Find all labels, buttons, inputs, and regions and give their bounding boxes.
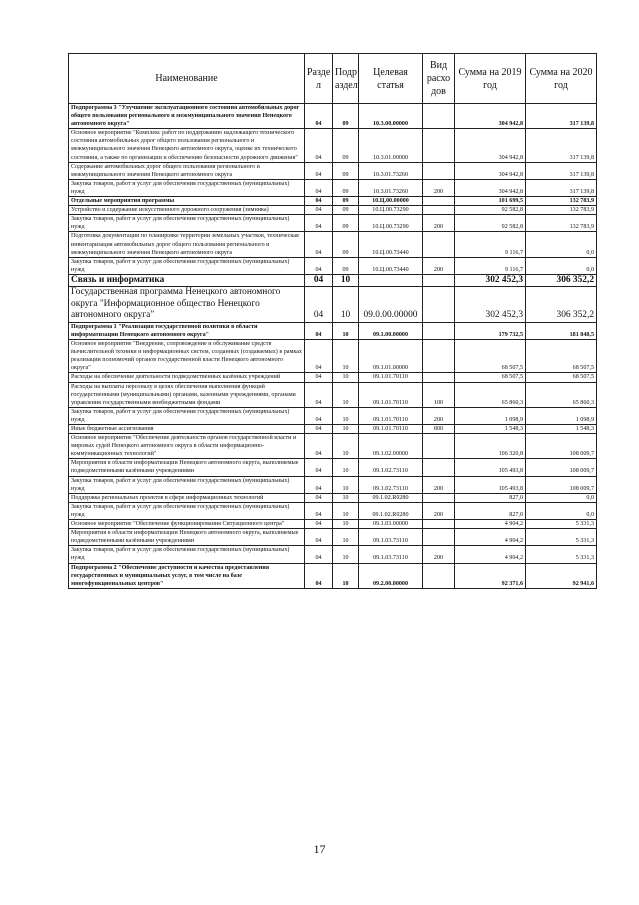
table-row bbox=[69, 206, 597, 215]
row-name: Закупка товаров, работ и услуг для обеспечения государственных (муниципальных) нужд bbox=[69, 476, 305, 493]
table-row bbox=[69, 382, 597, 407]
table-row bbox=[69, 215, 597, 232]
row-sum-2019: 304 942,8 bbox=[455, 162, 526, 179]
table-row bbox=[69, 563, 597, 588]
row-target: 10.Ц.00.73290 bbox=[359, 206, 423, 215]
row-podrazdel: 09 bbox=[333, 215, 359, 232]
table-row bbox=[69, 179, 597, 196]
row-sum-2020: 317 139,8 bbox=[526, 129, 597, 162]
row-vid bbox=[423, 162, 455, 179]
row-sum-2020: 317 139,8 bbox=[526, 104, 597, 129]
row-sum-2020: 68 507,5 bbox=[526, 373, 597, 382]
row-sum-2019: 105 493,8 bbox=[455, 459, 526, 476]
row-vid: 200 bbox=[423, 546, 455, 563]
row-name: Основное мероприятие "Обеспечение деятельности органов государственной власти и мировых судей Ненецкого автономного округа в области информационно-коммуникационных технологий" bbox=[69, 434, 305, 459]
table-row bbox=[69, 502, 597, 519]
row-razdel: 04 bbox=[305, 257, 333, 274]
row-podrazdel: 10 bbox=[333, 340, 359, 373]
row-vid bbox=[423, 434, 455, 459]
table-body bbox=[69, 104, 597, 589]
row-razdel: 04 bbox=[305, 162, 333, 179]
row-razdel: 04 bbox=[305, 373, 333, 382]
row-razdel: 04 bbox=[305, 476, 333, 493]
row-vid: 200 bbox=[423, 257, 455, 274]
row-vid bbox=[423, 340, 455, 373]
table-row bbox=[69, 425, 597, 434]
header-razdel: Разде л bbox=[305, 54, 333, 104]
row-target: 09.1.02.00000 bbox=[359, 434, 423, 459]
row-target: 09.1.01.70110 bbox=[359, 382, 423, 407]
row-sum-2019: 9 116,7 bbox=[455, 232, 526, 257]
row-sum-2020: 132 783,9 bbox=[526, 215, 597, 232]
row-podrazdel: 10 bbox=[333, 434, 359, 459]
table-row bbox=[69, 104, 597, 129]
row-sum-2020: 0,0 bbox=[526, 257, 597, 274]
row-target: 09.0.00.00000 bbox=[359, 287, 423, 323]
row-name: Расходы на обеспечение деятельности подведомственных казённых учреждений bbox=[69, 373, 305, 382]
row-podrazdel: 10 bbox=[333, 373, 359, 382]
row-target: 09.1.02.73110 bbox=[359, 459, 423, 476]
row-razdel: 04 bbox=[305, 215, 333, 232]
row-sum-2019: 101 699,5 bbox=[455, 197, 526, 206]
row-target: 09.1.03.73110 bbox=[359, 529, 423, 546]
row-podrazdel: 10 bbox=[333, 382, 359, 407]
row-podrazdel: 10 bbox=[333, 563, 359, 588]
row-vid bbox=[423, 520, 455, 529]
row-vid bbox=[423, 274, 455, 287]
row-podrazdel: 10 bbox=[333, 476, 359, 493]
row-sum-2019: 68 507,5 bbox=[455, 340, 526, 373]
row-sum-2019: 827,0 bbox=[455, 493, 526, 502]
row-vid: 100 bbox=[423, 382, 455, 407]
row-sum-2020: 306 352,2 bbox=[526, 274, 597, 287]
row-vid bbox=[423, 197, 455, 206]
table-row bbox=[69, 232, 597, 257]
table-row bbox=[69, 287, 597, 323]
row-vid bbox=[423, 529, 455, 546]
row-podrazdel: 10 bbox=[333, 322, 359, 339]
row-target: 10.3.00.00000 bbox=[359, 104, 423, 129]
row-target: 10.Ц.00.73440 bbox=[359, 257, 423, 274]
row-sum-2020: 5 331,3 bbox=[526, 546, 597, 563]
row-sum-2020: 108 009,7 bbox=[526, 434, 597, 459]
row-razdel: 04 bbox=[305, 407, 333, 424]
header-sum-2019: Сумма на 2019 год bbox=[455, 54, 526, 104]
row-name: Мероприятия в области информатизации Ненецкого автономного округа, выполняемые подведомственными казёнными учреждениями bbox=[69, 529, 305, 546]
table-row bbox=[69, 322, 597, 339]
row-sum-2019: 4 904,2 bbox=[455, 546, 526, 563]
row-sum-2019: 4 904,2 bbox=[455, 520, 526, 529]
row-sum-2020: 306 352,2 bbox=[526, 287, 597, 323]
row-sum-2019: 1 548,3 bbox=[455, 425, 526, 434]
row-razdel: 04 bbox=[305, 232, 333, 257]
row-target: 09.2.00.00000 bbox=[359, 563, 423, 588]
row-podrazdel: 09 bbox=[333, 257, 359, 274]
row-sum-2020: 1 548,3 bbox=[526, 425, 597, 434]
row-razdel: 04 bbox=[305, 382, 333, 407]
row-sum-2019: 105 493,8 bbox=[455, 476, 526, 493]
row-name: Основное мероприятие "Внедрение, сопровождение и обслуживание средств вычислительной техники и информационных систем, созданных (создаваемых) в рамках реализации полномочий органов государственной власти Ненецкого автономного округа" bbox=[69, 340, 305, 373]
row-name: Подпрограмма 2 "Обеспечение доступности и качества предоставления государственных и муниципальных услуг, в том числе на базе многофункциональных центров" bbox=[69, 563, 305, 588]
row-sum-2019: 1 098,9 bbox=[455, 407, 526, 424]
row-name: Устройство и содержание искусственного дорожного сооружения (зимника) bbox=[69, 206, 305, 215]
row-razdel: 04 bbox=[305, 493, 333, 502]
table-row bbox=[69, 520, 597, 529]
row-sum-2019: 179 732,5 bbox=[455, 322, 526, 339]
row-vid bbox=[423, 322, 455, 339]
row-vid bbox=[423, 129, 455, 162]
row-name: Закупка товаров, работ и услуг для обеспечения государственных (муниципальных) нужд bbox=[69, 546, 305, 563]
row-target: 10.Ц.00.73290 bbox=[359, 215, 423, 232]
table-row bbox=[69, 529, 597, 546]
row-sum-2019: 68 507,5 bbox=[455, 373, 526, 382]
row-podrazdel: 10 bbox=[333, 274, 359, 287]
row-sum-2020: 5 331,3 bbox=[526, 529, 597, 546]
row-razdel: 04 bbox=[305, 425, 333, 434]
row-target: 09.1.02.R0280 bbox=[359, 493, 423, 502]
row-sum-2020: 65 860,3 bbox=[526, 382, 597, 407]
row-name: Мероприятия в области информатизации Ненецкого автономного округа, выполняемые подведомственными казёнными учреждениями bbox=[69, 459, 305, 476]
row-sum-2019: 302 452,3 bbox=[455, 287, 526, 323]
row-sum-2020: 181 848,5 bbox=[526, 322, 597, 339]
row-target: 09.1.01.00000 bbox=[359, 340, 423, 373]
row-sum-2019: 827,0 bbox=[455, 502, 526, 519]
row-name: Закупка товаров, работ и услуг для обеспечения государственных (муниципальных) нужд bbox=[69, 407, 305, 424]
table-row bbox=[69, 434, 597, 459]
row-podrazdel: 10 bbox=[333, 546, 359, 563]
row-razdel: 04 bbox=[305, 340, 333, 373]
table-row bbox=[69, 476, 597, 493]
row-name: Расходы на выплаты персоналу в целях обеспечения выполнения функций государственными (муниципальными) органами, казенными учреждениями, органами управления государственными внебюджетными фондами bbox=[69, 382, 305, 407]
row-sum-2020: 0,0 bbox=[526, 493, 597, 502]
row-vid: 200 bbox=[423, 407, 455, 424]
row-sum-2020: 108 009,7 bbox=[526, 459, 597, 476]
row-name: Содержание автомобильных дорог общего пользования регионального и межмуниципального значения Ненецкого автономного округа bbox=[69, 162, 305, 179]
row-sum-2019: 304 942,8 bbox=[455, 129, 526, 162]
row-sum-2019: 304 942,8 bbox=[455, 104, 526, 129]
row-razdel: 04 bbox=[305, 197, 333, 206]
row-podrazdel: 09 bbox=[333, 179, 359, 196]
row-name: Подготовка документации по планировке территории земельных участков, техническая инвентаризация автомобильных дорог общего пользования регионального и межмуниципального значения Ненецкого автономного округа bbox=[69, 232, 305, 257]
table-row bbox=[69, 197, 597, 206]
row-razdel: 04 bbox=[305, 129, 333, 162]
row-sum-2019: 302 452,3 bbox=[455, 274, 526, 287]
row-podrazdel: 10 bbox=[333, 407, 359, 424]
row-razdel: 04 bbox=[305, 104, 333, 129]
row-target: 10.Ц.00.73440 bbox=[359, 232, 423, 257]
row-target: 09.1.02.73110 bbox=[359, 476, 423, 493]
row-vid bbox=[423, 232, 455, 257]
row-podrazdel: 09 bbox=[333, 206, 359, 215]
row-target: 10.Ц.00.00000 bbox=[359, 197, 423, 206]
row-sum-2019: 92 582,8 bbox=[455, 215, 526, 232]
row-vid bbox=[423, 373, 455, 382]
budget-table bbox=[68, 53, 597, 589]
row-vid bbox=[423, 104, 455, 129]
row-podrazdel: 10 bbox=[333, 493, 359, 502]
row-razdel: 04 bbox=[305, 459, 333, 476]
row-sum-2019: 92 371,6 bbox=[455, 563, 526, 588]
row-vid: 200 bbox=[423, 476, 455, 493]
row-name: Подпрограмма 1 "Реализация государственной политики в области информатизации Ненецкого автономного округа" bbox=[69, 322, 305, 339]
row-podrazdel: 10 bbox=[333, 502, 359, 519]
row-sum-2020: 317 139,8 bbox=[526, 162, 597, 179]
row-podrazdel: 09 bbox=[333, 129, 359, 162]
row-podrazdel: 09 bbox=[333, 197, 359, 206]
row-razdel: 04 bbox=[305, 179, 333, 196]
row-vid bbox=[423, 563, 455, 588]
table-row bbox=[69, 493, 597, 502]
budget-table-container bbox=[68, 53, 596, 589]
row-sum-2019: 92 582,8 bbox=[455, 206, 526, 215]
row-target: 09.1.01.70110 bbox=[359, 373, 423, 382]
page-number: 17 bbox=[313, 842, 326, 856]
row-name: Закупка товаров, работ и услуг для обеспечения государственных (муниципальных) нужд bbox=[69, 257, 305, 274]
row-razdel: 04 bbox=[305, 287, 333, 323]
row-vid: 200 bbox=[423, 215, 455, 232]
row-sum-2019: 304 942,8 bbox=[455, 179, 526, 196]
row-vid bbox=[423, 206, 455, 215]
row-razdel: 04 bbox=[305, 434, 333, 459]
row-target: 09.1.01.70110 bbox=[359, 425, 423, 434]
row-razdel: 04 bbox=[305, 529, 333, 546]
row-vid bbox=[423, 459, 455, 476]
header-name: Наименование bbox=[69, 54, 305, 104]
row-target: 09.1.03.73110 bbox=[359, 546, 423, 563]
row-target: 10.3.01.00000 bbox=[359, 129, 423, 162]
row-name: Иные бюджетные ассигнования bbox=[69, 425, 305, 434]
row-podrazdel: 10 bbox=[333, 459, 359, 476]
row-sum-2020: 92 941,6 bbox=[526, 563, 597, 588]
row-razdel: 04 bbox=[305, 206, 333, 215]
row-razdel: 04 bbox=[305, 563, 333, 588]
row-sum-2020: 0,0 bbox=[526, 232, 597, 257]
table-row bbox=[69, 257, 597, 274]
row-sum-2020: 132 783,9 bbox=[526, 197, 597, 206]
row-target bbox=[359, 274, 423, 287]
row-sum-2020: 132 783,9 bbox=[526, 206, 597, 215]
row-name: Закупка товаров, работ и услуг для обеспечения государственных (муниципальных) нужд bbox=[69, 179, 305, 196]
row-name: Поддержка региональных проектов в сфере информационных технологий bbox=[69, 493, 305, 502]
table-row bbox=[69, 274, 597, 287]
row-target: 10.3.01.73260 bbox=[359, 162, 423, 179]
row-name: Отдельные мероприятия программы bbox=[69, 197, 305, 206]
table-header-row bbox=[69, 54, 597, 104]
row-vid bbox=[423, 493, 455, 502]
row-razdel: 04 bbox=[305, 322, 333, 339]
row-sum-2019: 106 320,8 bbox=[455, 434, 526, 459]
row-name: Государственная программа Ненецкого автономного округа "Информационное общество Ненецкого автономного округа" bbox=[69, 287, 305, 323]
row-vid: 200 bbox=[423, 179, 455, 196]
row-target: 10.3.01.73260 bbox=[359, 179, 423, 196]
row-podrazdel: 10 bbox=[333, 529, 359, 546]
row-vid bbox=[423, 287, 455, 323]
table-row bbox=[69, 407, 597, 424]
row-sum-2020: 317 139,8 bbox=[526, 179, 597, 196]
header-sum-2020: Сумма на 2020 год bbox=[526, 54, 597, 104]
row-podrazdel: 10 bbox=[333, 425, 359, 434]
row-razdel: 04 bbox=[305, 546, 333, 563]
table-row bbox=[69, 373, 597, 382]
row-podrazdel: 10 bbox=[333, 520, 359, 529]
table-row bbox=[69, 459, 597, 476]
row-razdel: 04 bbox=[305, 520, 333, 529]
row-target: 09.1.02.R0280 bbox=[359, 502, 423, 519]
table-row bbox=[69, 162, 597, 179]
row-podrazdel: 09 bbox=[333, 104, 359, 129]
row-name: Закупка товаров, работ и услуг для обеспечения государственных (муниципальных) нужд bbox=[69, 215, 305, 232]
row-target: 09.1.00.00000 bbox=[359, 322, 423, 339]
row-podrazdel: 09 bbox=[333, 162, 359, 179]
row-sum-2020: 68 507,5 bbox=[526, 340, 597, 373]
row-vid: 200 bbox=[423, 502, 455, 519]
row-sum-2020: 0,0 bbox=[526, 502, 597, 519]
row-sum-2020: 5 331,3 bbox=[526, 520, 597, 529]
header-target: Целевая статья bbox=[359, 54, 423, 104]
row-razdel: 04 bbox=[305, 502, 333, 519]
header-vid: Вид расхо дов bbox=[423, 54, 455, 104]
row-podrazdel: 09 bbox=[333, 232, 359, 257]
header-podrazdel: Подр аздел bbox=[333, 54, 359, 104]
table-row bbox=[69, 129, 597, 162]
row-name: Закупка товаров, работ и услуг для обеспечения государственных (муниципальных) нужд bbox=[69, 502, 305, 519]
row-vid: 800 bbox=[423, 425, 455, 434]
row-name: Связь и информатика bbox=[69, 274, 305, 287]
row-sum-2019: 4 904,2 bbox=[455, 529, 526, 546]
row-razdel: 04 bbox=[305, 274, 333, 287]
row-sum-2020: 108 009,7 bbox=[526, 476, 597, 493]
row-name: Основное мероприятие "Комплекс работ по поддержанию надлежащего технического состояния автомобильных дорог общего пользования регионального и межмуниципального значения Ненецкого автономного округа, оценке их технического состояния, а также по организации и обеспечению безопасности дорожного движения" bbox=[69, 129, 305, 162]
row-podrazdel: 10 bbox=[333, 287, 359, 323]
row-sum-2019: 9 116,7 bbox=[455, 257, 526, 274]
row-sum-2020: 1 098,9 bbox=[526, 407, 597, 424]
row-target: 09.1.03.00000 bbox=[359, 520, 423, 529]
row-name: Основное мероприятие "Обеспечение функционирования Ситуационного центра" bbox=[69, 520, 305, 529]
row-sum-2019: 65 860,3 bbox=[455, 382, 526, 407]
table-row bbox=[69, 546, 597, 563]
row-target: 09.1.01.70110 bbox=[359, 407, 423, 424]
table-row bbox=[69, 340, 597, 373]
row-name: Подпрограмма 3 "Улучшение эксплуатационного состояния автомобильных дорог общего пользования регионального и межмуниципального значения Ненецкого автономного округа" bbox=[69, 104, 305, 129]
